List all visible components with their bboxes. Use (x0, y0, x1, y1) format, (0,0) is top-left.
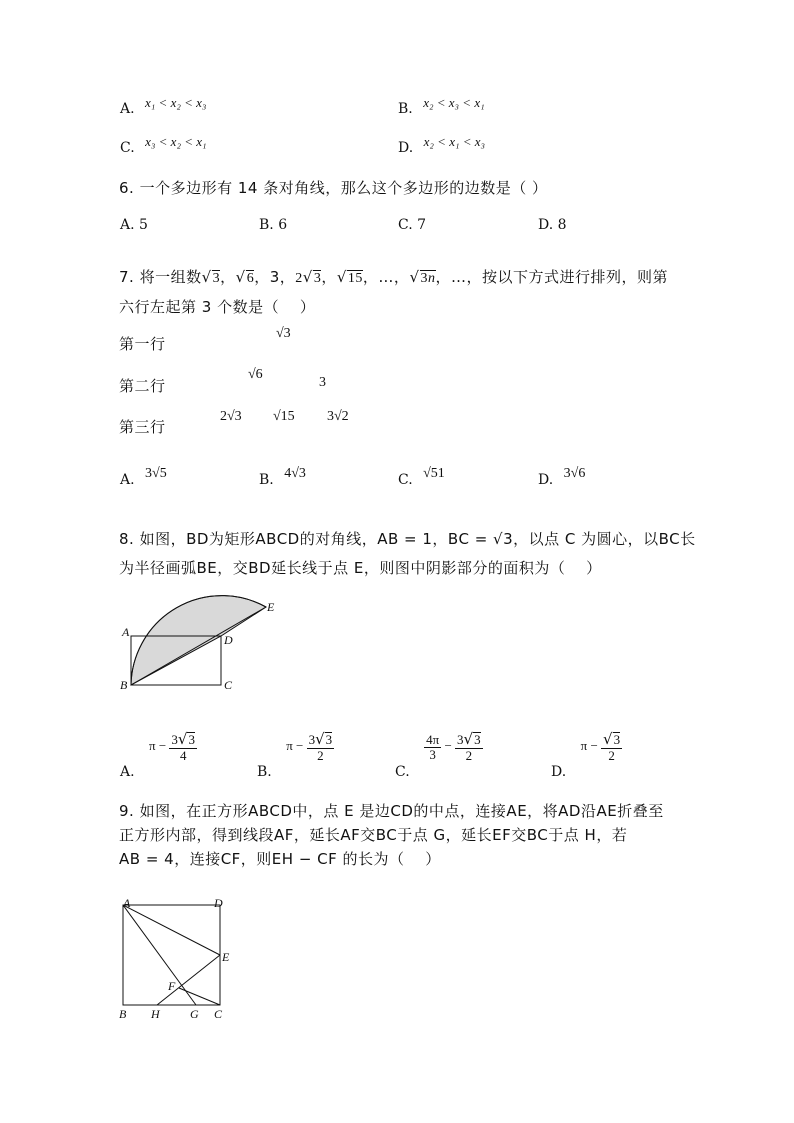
q5-option-b (398, 95, 485, 117)
line-ae (123, 905, 220, 955)
sqrt-icon: √ (235, 268, 246, 286)
label-g: G (190, 1007, 199, 1021)
q7-row2-value-1: √6 (248, 367, 263, 382)
q5-option-c (120, 134, 207, 156)
label-a: A (122, 625, 130, 639)
shaded-region (131, 596, 266, 685)
label-h: H (151, 1007, 160, 1021)
sqrt-icon: √ (409, 268, 420, 286)
sqrt-icon: √ (302, 268, 313, 286)
sqrt-icon: √ (201, 268, 212, 286)
q8-option-c: C. $\frac{4\pi}{3}$ − $\frac{3√3}{2}$ (395, 730, 481, 781)
q7-option-c: C. √51 (398, 466, 445, 488)
q7-option-b: B. 4√3 (259, 466, 306, 488)
q7-row3-label: 第三行 (119, 418, 166, 436)
q7-row1-label: 第一行 (119, 335, 166, 353)
q8-line1: 8. 如图，BD为矩形ABCD的对角线，AB = 1，BC = √3，以点 C 为圆心，以BC长 (119, 530, 696, 548)
q7-row3-value-2: √15 (273, 409, 295, 424)
q6-option-a: A. 5 (120, 217, 148, 233)
q7-line1-post: ，…，按以下方式进行排列，则第 (435, 268, 669, 286)
q8-option-b: B. π − $\frac{3√3}{2}$ (257, 730, 333, 781)
q7-option-b-value: 4√3 (284, 466, 306, 481)
q7-option-d-value: 3√6 (563, 466, 586, 481)
q7-row3-value-1: 2√3 (220, 409, 242, 424)
q7-line2: 六行左起第 3 个数是（ ） (119, 298, 316, 316)
q7-row3-value-3: 3√2 (327, 409, 349, 424)
q5-option-c-expr: x₃ < x₂ < x₁ (145, 134, 207, 149)
label-e: E (267, 600, 275, 614)
q7-option-d: D. 3√6 (538, 466, 586, 488)
q7-line1: 7. 将一组数√3，√6，3，2√3，√15，…，√3n，…，按以下方式进行排列，则第 (119, 268, 669, 286)
label-a: A (123, 896, 131, 910)
q7-line1-pre: 7. 将一组数 (119, 268, 202, 286)
q5-option-c-letter: C. (120, 140, 135, 156)
q5-option-a-expr: x₁ < x₂ < x₃ (145, 95, 207, 110)
q7-row2-label: 第二行 (119, 377, 166, 395)
q9-line3: AB = 4，连接CF，则EH − CF 的长为（ ） (119, 850, 441, 868)
q7-option-a-value: 3√5 (145, 466, 167, 481)
q6-option-c: C. 7 (398, 217, 427, 233)
q7-option-a: A. 3√5 (120, 466, 167, 488)
label-f: F (168, 979, 176, 993)
label-c: C (214, 1007, 223, 1021)
q5-option-a-letter: A. (120, 101, 135, 117)
label-b: B (120, 678, 128, 692)
q5-option-d (398, 134, 486, 156)
q5-option-b-expr: x₂ < x₃ < x₁ (423, 95, 485, 110)
q6-option-b: B. 6 (259, 217, 288, 233)
q6-question: 6. 一个多边形有 14 条对角线，那么这个多边形的边数是（ ） (119, 179, 548, 197)
label-d: D (214, 896, 223, 910)
line-eh (157, 955, 220, 1005)
q8-option-a: A. π − $\frac{3√3}{4}$ (120, 730, 195, 781)
label-b: B (119, 1007, 127, 1021)
q5-option-d-letter: D. (398, 140, 414, 156)
q5-option-a (120, 95, 207, 117)
q7-row2-value-2: 3 (319, 375, 326, 390)
q8-option-d: D. π − $\frac{√3}{2}$ (551, 730, 621, 781)
q8-line2: 为半径画弧BE，交BD延长线于点 E，则图中阴影部分的面积为（ ） (119, 559, 602, 577)
q6-option-d: D. 8 (538, 217, 567, 233)
q9-line1: 9. 如图，在正方形ABCD中，点 E 是边CD的中点，连接AE，将AD沿AE折叠至 (119, 802, 664, 820)
q7-row1-value-1: √3 (276, 326, 291, 341)
label-c: C (224, 678, 233, 692)
q9-line2: 正方形内部，得到线段AF，延长AF交BC于点 G，延长EF交BC于点 H，若 (119, 826, 628, 844)
q9-figure (110, 893, 240, 1023)
label-d: D (224, 633, 233, 647)
label-e: E (222, 950, 230, 964)
line-cf (179, 988, 220, 1005)
q5-option-d-expr: x₂ < x₁ < x₃ (423, 134, 486, 149)
q7-option-c-value: √51 (423, 466, 445, 481)
sqrt-icon: √ (336, 268, 347, 286)
q8-figure (110, 595, 290, 695)
q5-option-b-letter: B. (398, 101, 413, 117)
